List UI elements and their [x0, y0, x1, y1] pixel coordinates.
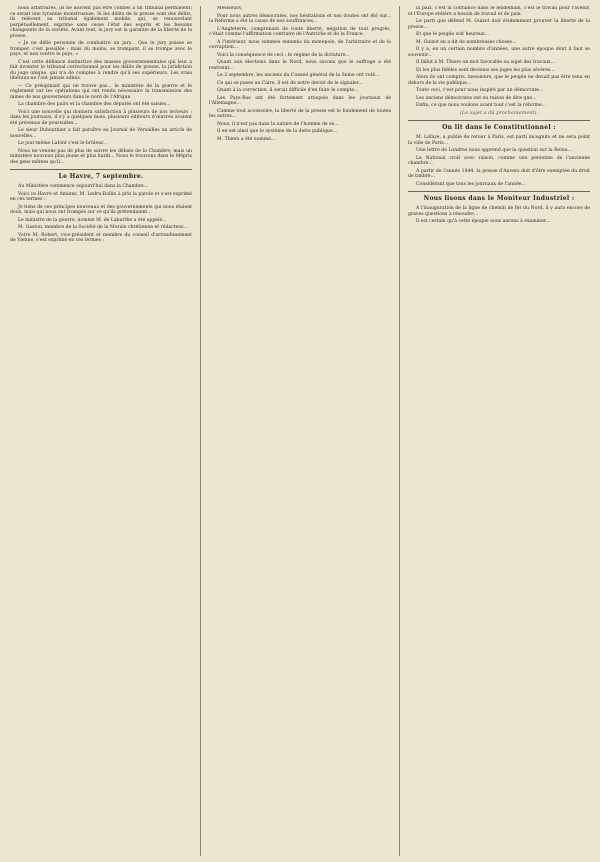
section-heading: Nous lisons dans le Moniteur Industriel :: [423, 195, 575, 202]
paragraph: A l'intérieur, nous sommes ennemis du monopole, de l'arbitraire et de la corruption...: [209, 39, 391, 50]
paragraph: Le sieur Dubouthier a fait paraître au Journal de Versailles un article de nouvelles...: [10, 128, 192, 139]
paragraph: M. Guizot en a dit de nombreuses choses...: [416, 39, 517, 45]
paragraph: Le jour-même Lafont s'est le brûleur...: [18, 141, 108, 146]
column-middle: [200, 6, 391, 856]
paragraph: Il en est ainsi que le système de la dette publique...: [217, 129, 337, 134]
column-right-body: [408, 6, 590, 109]
column-right: [399, 6, 590, 856]
paragraph: Il est certain qu'à cette époque nous aurons à examiner...: [416, 219, 550, 224]
paragraph: Nous, il n'est pas dans la nature de l'homme de se...: [217, 121, 339, 127]
paragraph: Enfin, ce que nous voulons avant tout c'est la réforme...: [416, 103, 547, 108]
column-left-body: [10, 6, 192, 165]
paragraph: Au Ministère commence aujourd'hui dans la Chambre...: [18, 184, 149, 189]
paragraph: Quant à la correction, il serait difficile d'en faire le compte...: [217, 88, 359, 93]
paragraph: C'est cette défiance instinctive des masses gouvernementales qui leur a fait inventer le tribunal correctionnel pour les délits de presse, la juridiction du juge unique, qui n'a de comptes à rendre qu'à ses supérieurs. Les vrais libéraux ne l'ont jamais admis.: [10, 59, 192, 81]
paragraph: A l'inauguration de la ligne de chemin de fer du Nord, il y aura encore de graves questions à résoudre...: [408, 206, 590, 217]
signature: (Le sujet a dû prochainement).: [459, 109, 539, 116]
paragraph: Le National croit avec raison, comme une personne de l'ancienne chambre...: [408, 155, 590, 166]
paragraph: Toute ceci, c'est pour nous inspiré par un démocrate...: [416, 88, 544, 93]
paragraph: Pour nous autres démocrates, nos hésitations et nos doutes ont été sur... la Réforme a été la cause de nos souffrances...: [209, 13, 391, 24]
column-left-body-after: [10, 184, 192, 244]
paragraph: Comme tout accessoire, la liberté de la presse est le fondement de toutes les autres...: [209, 108, 391, 119]
paragraph: Nous ne venons pas de plus de suivre les débats de la Chambre; mais un ministère nouveau plus jeune et plus hardi... Nous le trouvons dans le Mépris des gens mêmes qu'il...: [10, 148, 192, 165]
paragraph: Il y a, en un certain nombre d'années, une autre époque dont il faut se souvenir...: [408, 47, 590, 58]
paragraph: Les Pays-Bas ont été fortement attaqués dans les journaux de l'Allemagne...: [209, 95, 391, 106]
paragraph: Quant aux élections dans le Nord, nous savons que le suffrage a été restreint...: [209, 60, 391, 71]
paragraph: Le ministre de la guerre, nommé M. de Laburthe a été appelé...: [18, 217, 167, 223]
paragraph: Votre M. Robert, vice-président et membre du conseil d'arrondissement de Vienne, s'est exprimé en ces termes :: [10, 232, 192, 243]
column-right-body-after: [408, 135, 590, 187]
paragraph: L'Angleterre, comprenant de toute liberté, négation de tout progrès, c'était comme l'affirmation contraire de l'Autriche et de la France.: [209, 26, 391, 37]
paragraph: Le 2 septembre, les anciens du Conseil général de la Seine ont voté...: [217, 73, 380, 78]
paragraph: Ce qui se passe au Caire, il est de notre devoir de le signaler...: [217, 80, 363, 86]
paragraph: Considérant que tous les journaux de l'année...: [416, 181, 526, 187]
paragraph: Les anciens démocrates ont eu raison de dire que...: [416, 95, 537, 101]
paragraph: Alors ils ont compris, messieurs, que le peuple ne devait pas être tenu en dehors de la vie publique...: [408, 75, 590, 86]
paragraph: Une lettre de Londres nous apprend que la question sur la Reine...: [416, 148, 572, 153]
divider: [408, 191, 590, 192]
section-heading: On lit dans le Constitutionnel :: [442, 124, 556, 131]
paragraph: Messieurs,: [217, 6, 243, 11]
paragraph: Voici ce Havre et Amiens, M. Ledru-Rollin à pris la parole et s'est exprimé en ces termes :: [10, 191, 192, 202]
paragraph: A partir de l'année 1844, la presse d'Anvers doit d'être exemptée du droit de timbre...: [408, 168, 590, 179]
paragraph: M. Thiers a été nommé...: [217, 136, 276, 142]
paragraph: M. Gaston, membre de la Société de la Morale chrétienne et rédacteur...: [18, 225, 188, 230]
column-middle-body: [209, 6, 391, 142]
paragraph: La chambre des pairs et la chambre des députés ont été saisies...: [18, 102, 171, 107]
paragraph: la paix, c'est la confiance dans le lendemain, c'est le travail pour l'avenir, et l'Europe entière a besoin de travail et de paix.: [408, 6, 590, 17]
column-left: [10, 6, 192, 856]
column-right-body-after2: [408, 206, 590, 225]
section-heading: Le Havre, 7 septembre.: [58, 173, 144, 180]
paragraph: Voici la conséquence de ceci : le régime de la dictature...: [217, 52, 350, 58]
paragraph: nous arbitraires, ils ne doivent pas être confiés à un tribunal permanent; ce serait une tyrannie monstrueuse. Si les délits de la presse sont des délits, ils relèvent au tribunal également mobile, qui, se renouvelant perpétuellement, exprime sans cesse l'état des esprits et les besoins changeants de la société. Avant tout, le jury est la garantie de la liberté de la presse.: [10, 6, 192, 39]
paragraph: « Je ne défie personne de combattre un jury... Que le jury puisse se tromper, c'est possible ; mais du moins, se trompant, il se trompe avec le pays, et non contre le pays. »: [10, 41, 192, 57]
paragraph: Je tiens de ces principes nouveaux et des gouvernements qui nous étaient doux, mais qui nous ont trompés sur ce qu'ils prétendaient...: [10, 204, 192, 215]
divider: [408, 120, 590, 121]
paragraph: Voici une nouvelle qui donnera satisfaction à plusieurs de nos lecteurs : dans les journaux, il s'y a quelques mois, plusieurs éditeurs d'œuvres avaient été prévenus de poursuites...: [10, 109, 192, 126]
paragraph: Et que le peuple soit heureux...: [416, 32, 489, 37]
paragraph: Le parti que défend M. Guizot doit évidemment prouver la liberté de la presse...: [408, 19, 590, 30]
paragraph: — Ce préopinant qui ne trouve pas... le ministère de la guerre et le règlement sur les opérations qui ont rendu nécessaire la transmission des mines de nos gouverneurs dans le nord de l'Afrique.: [10, 83, 192, 100]
paragraph: M. Lafaye, a publié de retour à Paris, est parti incognito et ne sera point la ville de Paris...: [408, 135, 590, 146]
paragraph: Et les plus fidèles sont devenus ses juges les plus sévères...: [416, 67, 555, 73]
paragraph: Il fallut à M. Thiers un mot favorable au sujet des travaux...: [416, 60, 556, 65]
divider: [10, 169, 192, 170]
